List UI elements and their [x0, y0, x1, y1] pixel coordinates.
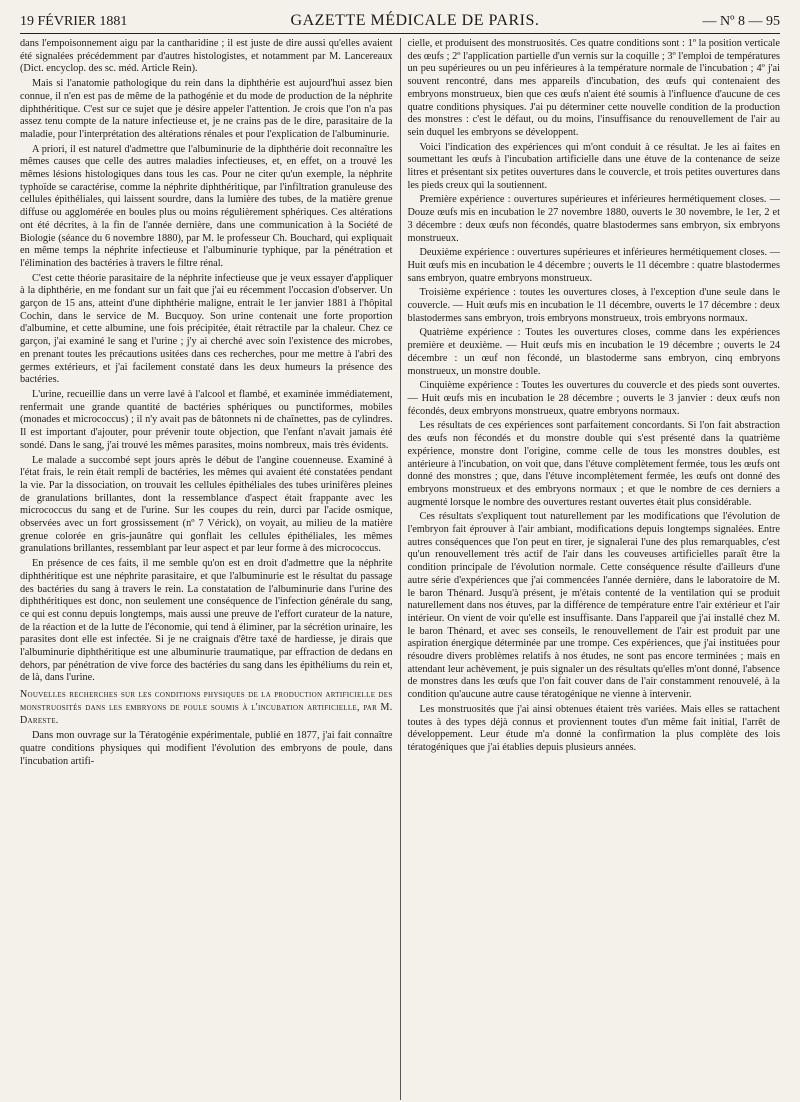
experiment-paragraph: Première expérience : ouvertures supérieures et inférieures hermétiquement closes. — Douze œufs mis en incubation le 27 novembre 1880, ouverts le 30 novembre, le 1er, 2 et 3 décembre : deux œufs non fécondés, quatre blastodermes sans embryon, six embryons monstrueux.	[407, 194, 780, 244]
paragraph: Le malade a succombé sept jours après le début de l'angine couenneuse. Examiné à l'état frais, le rein était rempli de bactéries, les mêmes qui avaient été constatées pendant la vie. Par la dissociation, on trouvait les cellules épithéliales des tubes urinifères pleines de granulations brillantes, dont la ressemblance d'aspect était frappante avec les micrococcus du sang et de l'urine. Sur les coupes du rein, durci par l'acide osmique, observées avec un fort grossissement (nº 7 Vérick), on voyait, au milieu de la matière grenue colorée en gris-jaunâtre qui gonflait les cellules épithéliales, les mêmes granulations brillantes, ressemblant par leur aspect et par leur forme à des micrococcus.	[20, 454, 393, 555]
journal-title: GAZETTE MÉDICALE DE PARIS.	[290, 12, 540, 29]
left-column	[20, 38, 400, 1100]
page-number: — Nº 8 — 95	[702, 14, 780, 29]
paragraph: Les résultats de ces expériences sont parfaitement concordants. Si l'on fait abstraction des œufs non fécondés et du monstre double qui s'est présenté dans la quatrième expérience, monstre dont l'origine, comme celle de tous les monstres doubles, est antérieure à l'incubation, on voit que, dans l'étuve complètement fermée, tous les œufs ont donné des monstres ; que, dans l'étuve incomplètement fermée, les œufs ont donné des embryons monstrueux et des embryons normaux ; et que le nombre de ces derniers a augmenté lorsque le nombre des ouvertures restant ouvertes était plus considérable.	[407, 420, 780, 508]
experiment-paragraph: Troisième expérience : toutes les ouvertures closes, à l'exception d'une seule dans le couvercle. — Huit œufs mis en incubation le 11 décembre, ouverts le 17 décembre : deux blastodermes sans embryon, trois embryons monstrueux, trois embryons normaux.	[407, 287, 780, 324]
paragraph: A priori, il est naturel d'admettre que l'albuminurie de la diphthérie doit reconnaître les mêmes causes que celle des autres maladies infectieuses, et, en effet, on a trouvé les mêmes lésions histologiques dans tous les cas. Pour ne citer qu'un exemple, la néphrite typhoïde se caractérise, comme la néphrite diphthéritique, par l'infiltration granuleuse des cellules épithéliales, qui laissent sourdre, dans la lumière des tubes, de la matière grenue diffuse ou agglomérée en boules plus ou moins régulièrement sphériques. Ces altérations ont été décrites, à la fin de l'année dernière, dans une communication à la Société de Biologie (séance du 6 novembre 1880), par M. le professeur Ch. Bouchard, qui expliquait en même temps la néphrite infectieuse et l'albuminurie typhique, par la pénétration et l'élimination des bactéries à travers le filtre rénal.	[20, 143, 393, 269]
paragraph: dans l'empoisonnement aigu par la cantharidine ; il est juste de dire aussi qu'elles avaient été signalées précédemment par d'autres histologistes, et notamment par M. Lancereaux (Dict. encyclop. des sc. méd. Article Rein).	[20, 38, 393, 75]
paragraph: cielle, et produisent des monstruosités. Ces quatre conditions sont : 1º la position verticale des œufs ; 2º l'application partielle d'un vernis sur la coquille ; 3º l'emploi de températures un peu supérieures ou un peu inférieures à la température normale de l'incubation ; 4º j'ai souvent rencontré, dans mes appareils d'incubation, des œufs qui contenaient des embryons monstrueux, bien que ces œufs n'aient été soumis à l'influence d'aucune de ces quatre conditions physiques. J'ai pu déterminer cette nouvelle condition de la production des monstres : c'est le défaut, ou du moins, l'insuffisance du renouvellement de l'air au sein duquel les embryons se développent.	[407, 38, 780, 138]
paragraph: Mais si l'anatomie pathologique du rein dans la diphthérie est aujourd'hui assez bien connue, il n'en est pas de même de la pathogénie et du mode de production de la néphrite diphthéritique. C'est sur ce sujet que je désire appeler l'attention. Je crois que l'on n'a pas assez tenu compte de la nature infectieuse et, je ne crains pas de le dire, parasitaire de la maladie, pour l'interprétation des altérations rénales et pour l'explication de l'albuminurie.	[20, 78, 393, 140]
experiment-paragraph: Cinquième expérience : Toutes les ouvertures du couvercle et des pieds sont ouvertes. — Huit œufs mis en incubation le 28 décembre ; ouverts le 3 janvier : deux œufs non fécondés, deux embryons monstrueux, quatre embryons normaux.	[407, 380, 780, 417]
paragraph: Les monstruosités que j'ai ainsi obtenues étaient très variées. Mais elles se rattachent toutes à des types déjà connus et proviennent toutes d'un même fait initial, l'arrêt de développement. Leur étude m'a donné la confirmation la plus complète des lois tératogéniques que j'ai établies depuis plusieurs années.	[407, 703, 780, 753]
paragraph: Dans mon ouvrage sur la Tératogénie expérimentale, publié en 1877, j'ai fait connaître quatre conditions physiques qui modifient l'évolution des embryons de poule, dans l'incubation artifi-	[20, 730, 393, 767]
right-column	[400, 38, 780, 1100]
experiment-paragraph: Quatrième expérience : Toutes les ouvertures closes, comme dans les expériences première et deuxième. — Huit œufs mis en incubation le 19 décembre ; ouverts le 24 décembre : un œuf non fécondé, un blastoderme sans embryon, cinq embryons monstrueux, un monstre double.	[407, 327, 780, 377]
section-heading: Nouvelles recherches sur les conditions physiques de la production artificielle des monstruosités dans les embryons de poule soumis à l'incubation artificielle, par M. Dareste.	[20, 689, 393, 726]
issue-date: 19 FÉVRIER 1881	[20, 14, 128, 29]
paragraph: L'urine, recueillie dans un verre lavé à l'alcool et flambé, et examinée immédiatement, renfermait une grande quantité de bactéries sphériques ou punctiformes, mobiles (monades et micrococcus) ; il n'y avait pas de bâtonnets ni de chaînettes, pas de cylindres. Il est important d'ajouter, pour prévenir toute objection, que l'enfant n'avait jamais été sondé. Dans le sang, j'ai trouvé les mêmes parasites, moins nombreux, mais très évidents.	[20, 388, 393, 451]
experiment-paragraph: Deuxième expérience : ouvertures supérieures et inférieures hermétiquement closes. — Huit œufs mis en incubation le 4 décembre ; ouverts le 11 décembre : quatre blastodermes sans embryon, quatre embryons monstrueux.	[407, 247, 780, 284]
paragraph: C'est cette théorie parasitaire de la néphrite infectieuse que je veux essayer d'appliquer à la diphthérie, en me fondant sur un fait que j'ai eu récemment l'occasion d'observer. Un garçon de 15 ans, atteint d'une diphthérie maligne, entrait le 1er janvier 1881 à l'hôpital Cochin, dans le service de M. Bucquoy. Son urine contenait une forte proportion d'albumine, et cette albumine, une fois précipitée, était rétractile par la chaleur. Chez ce garçon, j'ai examiné le sang et l'urine ; j'y ai cherché avec soin l'existence des microbes, en prenant toutes les précautions usitées dans ces recherches, pour me mettre à l'abri des germes extérieurs, et j'ai facilement constaté dans les deux humeurs la présence des bactéries.	[20, 272, 393, 386]
paragraph: Ces résultats s'expliquent tout naturellement par les modifications que l'évolution de l'embryon fait éprouver à l'air ambiant, modifications depuis longtemps signalées. Entre autres conséquences que l'on peut en tirer, je signalerai l'une des plus remarquables, c'est qu'un renouvellement très actif de l'air dans les couveuses artificielles paraît être la condition principale de l'évolution normale. Cette conséquence résulte d'ailleurs d'une autre série d'expériences que j'ai commencées l'année dernière, dans le laboratoire de M. le baron Thénard. Jusqu'à présent, je m'étais contenté de la ventilation qui se produit naturellement dans nos étuves, par la différence de température entre l'air extérieur et l'air intérieur. On vient de voir qu'elle est insuffisante. Dans l'appareil que j'ai installé chez M. le baron Thénard, et avec ses conseils, le renouvellement de l'air est produit par une aspiration énergique déterminée par une trompe. Ces expériences, que j'ai instituées pour résoudre divers problèmes relatifs à nos études, ne sont pas encore terminées ; mais en attendant leur achèvement, je puis signaler un des résultats qu'elles m'ont donné, l'absence de monstres dans les œufs que l'on fait couver dans de l'air constamment renouvelé, à la condition qu'aucune autre cause tératogénique ne vienne à intervenir.	[407, 511, 780, 701]
columns	[20, 38, 780, 1100]
page-header	[20, 12, 780, 34]
paragraph: En présence de ces faits, il me semble qu'on est en droit d'admettre que la néphrite diphthéritique est une néphrite parasitaire, et que l'albuminurie est le résultat du passage des bactéries du sang à travers le rein. La constatation de l'albuminurie dans l'urine des diphthéritiques est donc, non seulement une conséquence de l'infection générale du sang, ce qui est connu depuis longtemps, mais aussi une preuve de l'effort curateur de la nature, de la réaction et de la lutte de l'économie, qui tend à éliminer, par la sécrétion urinaire, les parasites dont elle est infectée. Si je ne craignais d'être taxé de hardiesse, je dirais que l'albuminurie diphthéritique est une albuminurie traumatique, par effraction de dedans en dehors, par pénétration de vive force des bactéries du sang dans les épithéliums du rein et, de là, dans l'urine.	[20, 558, 393, 684]
paragraph: Voici l'indication des expériences qui m'ont conduit à ce résultat. Je les ai faites en soumettant les œufs à l'incubation artificielle dans une étuve de la contenance de seize litres et présentant six petites ouvertures dans le couvercle, et trois petites ouvertures dans les pieds creux qui la soutiennent.	[407, 141, 780, 191]
